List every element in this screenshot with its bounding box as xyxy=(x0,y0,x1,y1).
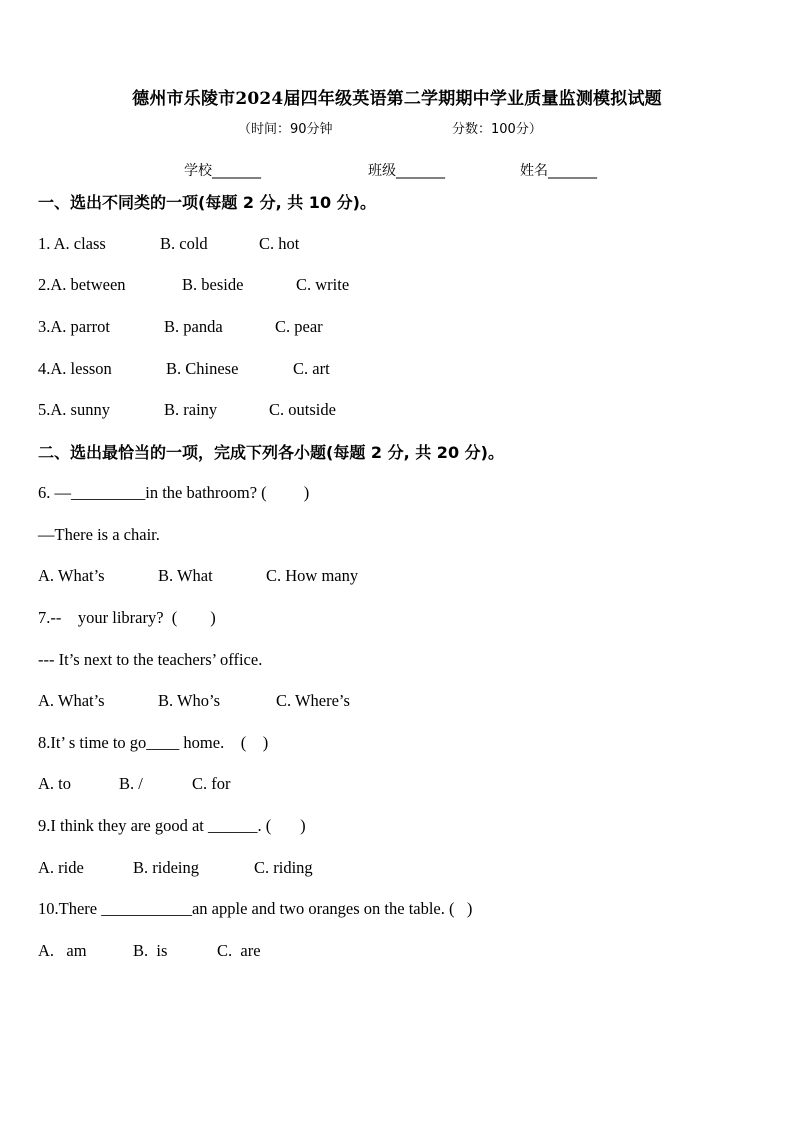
exam-score: 分数：100分） xyxy=(452,122,542,137)
q2-option-c: C. write xyxy=(296,275,350,294)
q3-option-b: B. panda xyxy=(164,317,223,336)
q3-option-a: 3.A. parrot xyxy=(38,317,110,336)
q7-reply: --- It’s next to the teachers’ office. xyxy=(38,650,263,669)
q4-option-a: 4.A. lesson xyxy=(38,359,112,378)
q5-option-b: B. rainy xyxy=(164,400,218,419)
q4-option-b: B. Chinese xyxy=(166,359,239,378)
class-field: 班级_______ xyxy=(368,163,445,179)
q8-stem: 8.It’ s time to go____ home. ( ) xyxy=(38,733,269,752)
q9-option-c: C. riding xyxy=(254,858,313,877)
q6-option-c: C. How many xyxy=(266,566,359,585)
q4-option-c: C. art xyxy=(293,359,330,378)
q10-option-c: C. are xyxy=(217,941,261,960)
q7-option-b: B. Who’s xyxy=(158,691,221,710)
q2-option-a: 2.A. between xyxy=(38,275,126,294)
q1-option-c: C. hot xyxy=(259,234,300,253)
exam-time: （时间：90分钟 xyxy=(238,122,333,137)
q2-option-b: B. beside xyxy=(182,275,244,294)
section-heading-1: 一、选出不同类的一项(每题 2 分, 共 10 分)。 xyxy=(38,193,376,212)
q10-option-a: A. am xyxy=(38,941,87,960)
q6-stem: 6. —_________in the bathroom? ( ) xyxy=(38,483,310,502)
section-heading-2: 二、选出最恰当的一项，完成下列各小题(每题 2 分, 共 20 分)。 xyxy=(38,443,504,462)
q5-option-c: C. outside xyxy=(269,400,336,419)
q8-option-b: B. / xyxy=(119,774,143,793)
name-field: 姓名_______ xyxy=(520,163,597,179)
q6-option-b: B. What xyxy=(158,566,213,585)
q10-option-b: B. is xyxy=(133,941,168,960)
q9-option-a: A. ride xyxy=(38,858,84,877)
q6-option-a: A. What’s xyxy=(38,566,105,585)
q8-option-a: A. to xyxy=(38,774,71,793)
q7-option-a: A. What’s xyxy=(38,691,105,710)
q7-stem: 7.-- your library? ( ) xyxy=(38,608,216,627)
school-field: 学校_______ xyxy=(184,163,261,179)
q1-option-b: B. cold xyxy=(160,234,208,253)
q5-option-a: 5.A. sunny xyxy=(38,400,110,419)
q6-reply: —There is a chair. xyxy=(38,525,160,544)
q9-stem: 9.I think they are good at ______. ( ) xyxy=(38,816,306,835)
q10-stem: 10.There ___________an apple and two oranges on the table. ( ) xyxy=(38,899,473,918)
q9-option-b: B. rideing xyxy=(133,858,199,877)
q1-option-a: 1. A. class xyxy=(38,234,106,253)
exam-title: 德州市乐陵市2024届四年级英语第二学期期中学业质量监测模拟试题 xyxy=(132,89,662,109)
q7-option-c: C. Where’s xyxy=(276,691,350,710)
q8-option-c: C. for xyxy=(192,774,231,793)
q3-option-c: C. pear xyxy=(275,317,323,336)
